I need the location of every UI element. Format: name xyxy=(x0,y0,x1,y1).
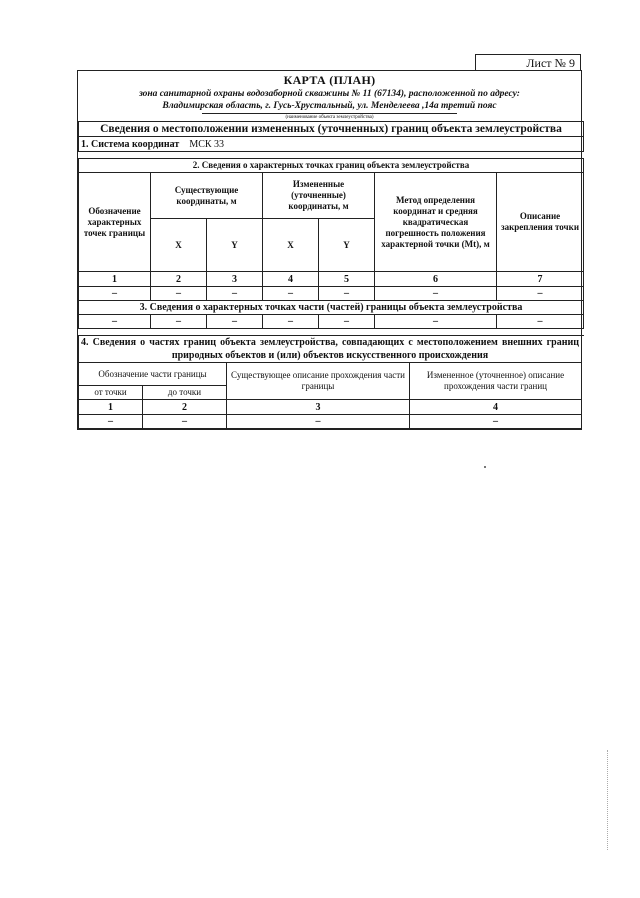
document-frame xyxy=(77,70,582,430)
col-number: 4 xyxy=(410,400,582,415)
col-number: 1 xyxy=(79,272,151,287)
col-x-existing: X xyxy=(151,219,207,272)
section4-title: 4. Сведения о частях границ объекта землеустройства, совпадающих с местоположением внешних границ природных объектов и (или) объектов искусственного происхождения xyxy=(79,336,582,363)
col-number: 3 xyxy=(227,400,410,415)
empty-cell: – xyxy=(207,287,263,301)
scan-edge-line xyxy=(607,750,608,850)
empty-cell: – xyxy=(227,415,410,429)
object-description: зона санитарной охраны водозаборной скважины № 11 (67134), расположенной по адресу: xyxy=(139,89,520,99)
sheet-number: Лист № 9 xyxy=(475,54,581,71)
empty-cell: – xyxy=(375,287,497,301)
col-part-designation: Обозначение части границы xyxy=(79,363,227,386)
col-number: 3 xyxy=(207,272,263,287)
table-row xyxy=(79,315,584,329)
section2-title: 2. Сведения о характерных точках границ объекта землеустройства xyxy=(79,159,584,173)
empty-cell: – xyxy=(319,287,375,301)
col-number: 2 xyxy=(151,272,207,287)
section-main-title: Сведения о местоположении измененных (уточненных) границ объекта землеустройства xyxy=(79,122,584,137)
col-existing-coords: Существующие координаты, м xyxy=(151,173,263,219)
col-number: 4 xyxy=(263,272,319,287)
empty-cell: – xyxy=(375,315,497,329)
empty-cell: – xyxy=(263,287,319,301)
coord-system-label: 1. Система координат xyxy=(81,138,180,150)
col-number: 6 xyxy=(375,272,497,287)
col-point-designation: Обозначение характерных точек границы xyxy=(79,173,151,272)
col-number: 1 xyxy=(79,400,143,415)
col-from-point: от точки xyxy=(79,386,143,400)
col-method: Метод определения координат и средняя квадратическая погрешность положения характерной точки (Mt), м xyxy=(375,173,497,272)
coord-system-value: МСК 33 xyxy=(189,138,225,150)
table-row xyxy=(79,415,582,429)
col-changed-description: Измененное (уточненное) описание прохождения части границ xyxy=(410,363,582,400)
col-number: 7 xyxy=(497,272,584,287)
table-row xyxy=(79,287,584,301)
coord-system-row xyxy=(79,137,584,152)
empty-cell: – xyxy=(410,415,582,429)
col-y-existing: Y xyxy=(207,219,263,272)
section3-title: 3. Сведения о характерных точках части (частей) границы объекта землеустройства xyxy=(79,301,584,315)
empty-cell: – xyxy=(79,287,151,301)
column-numbers-row xyxy=(79,272,584,287)
col-number: 2 xyxy=(143,400,227,415)
empty-cell: – xyxy=(143,415,227,429)
empty-cell: – xyxy=(207,315,263,329)
empty-cell: – xyxy=(263,315,319,329)
col-y-changed: Y xyxy=(319,219,375,272)
empty-cell: – xyxy=(497,287,584,301)
empty-cell: – xyxy=(151,287,207,301)
document-header xyxy=(78,71,581,121)
object-caption: (наименование объекта землеустройства) xyxy=(202,113,457,121)
empty-cell: – xyxy=(151,315,207,329)
parts-table xyxy=(78,335,582,429)
col-number: 5 xyxy=(319,272,375,287)
column-numbers-row xyxy=(79,400,582,415)
object-address: Владимирская область, г. Гусь-Хрустальный, ул. Менделеева ,14а третий пояс xyxy=(162,101,497,111)
empty-cell: – xyxy=(79,315,151,329)
main-table xyxy=(78,121,584,336)
col-x-changed: X xyxy=(263,219,319,272)
empty-cell: – xyxy=(497,315,584,329)
document-title: КАРТА (ПЛАН) xyxy=(283,73,376,87)
col-description: Описание закрепления точки xyxy=(497,173,584,272)
col-to-point: до точки xyxy=(143,386,227,400)
empty-cell: – xyxy=(319,315,375,329)
scan-speck xyxy=(484,466,486,468)
empty-cell: – xyxy=(79,415,143,429)
col-changed-coords: Измененные (уточненные) координаты, м xyxy=(263,173,375,219)
col-existing-description: Существующее описание прохождения части границы xyxy=(227,363,410,400)
